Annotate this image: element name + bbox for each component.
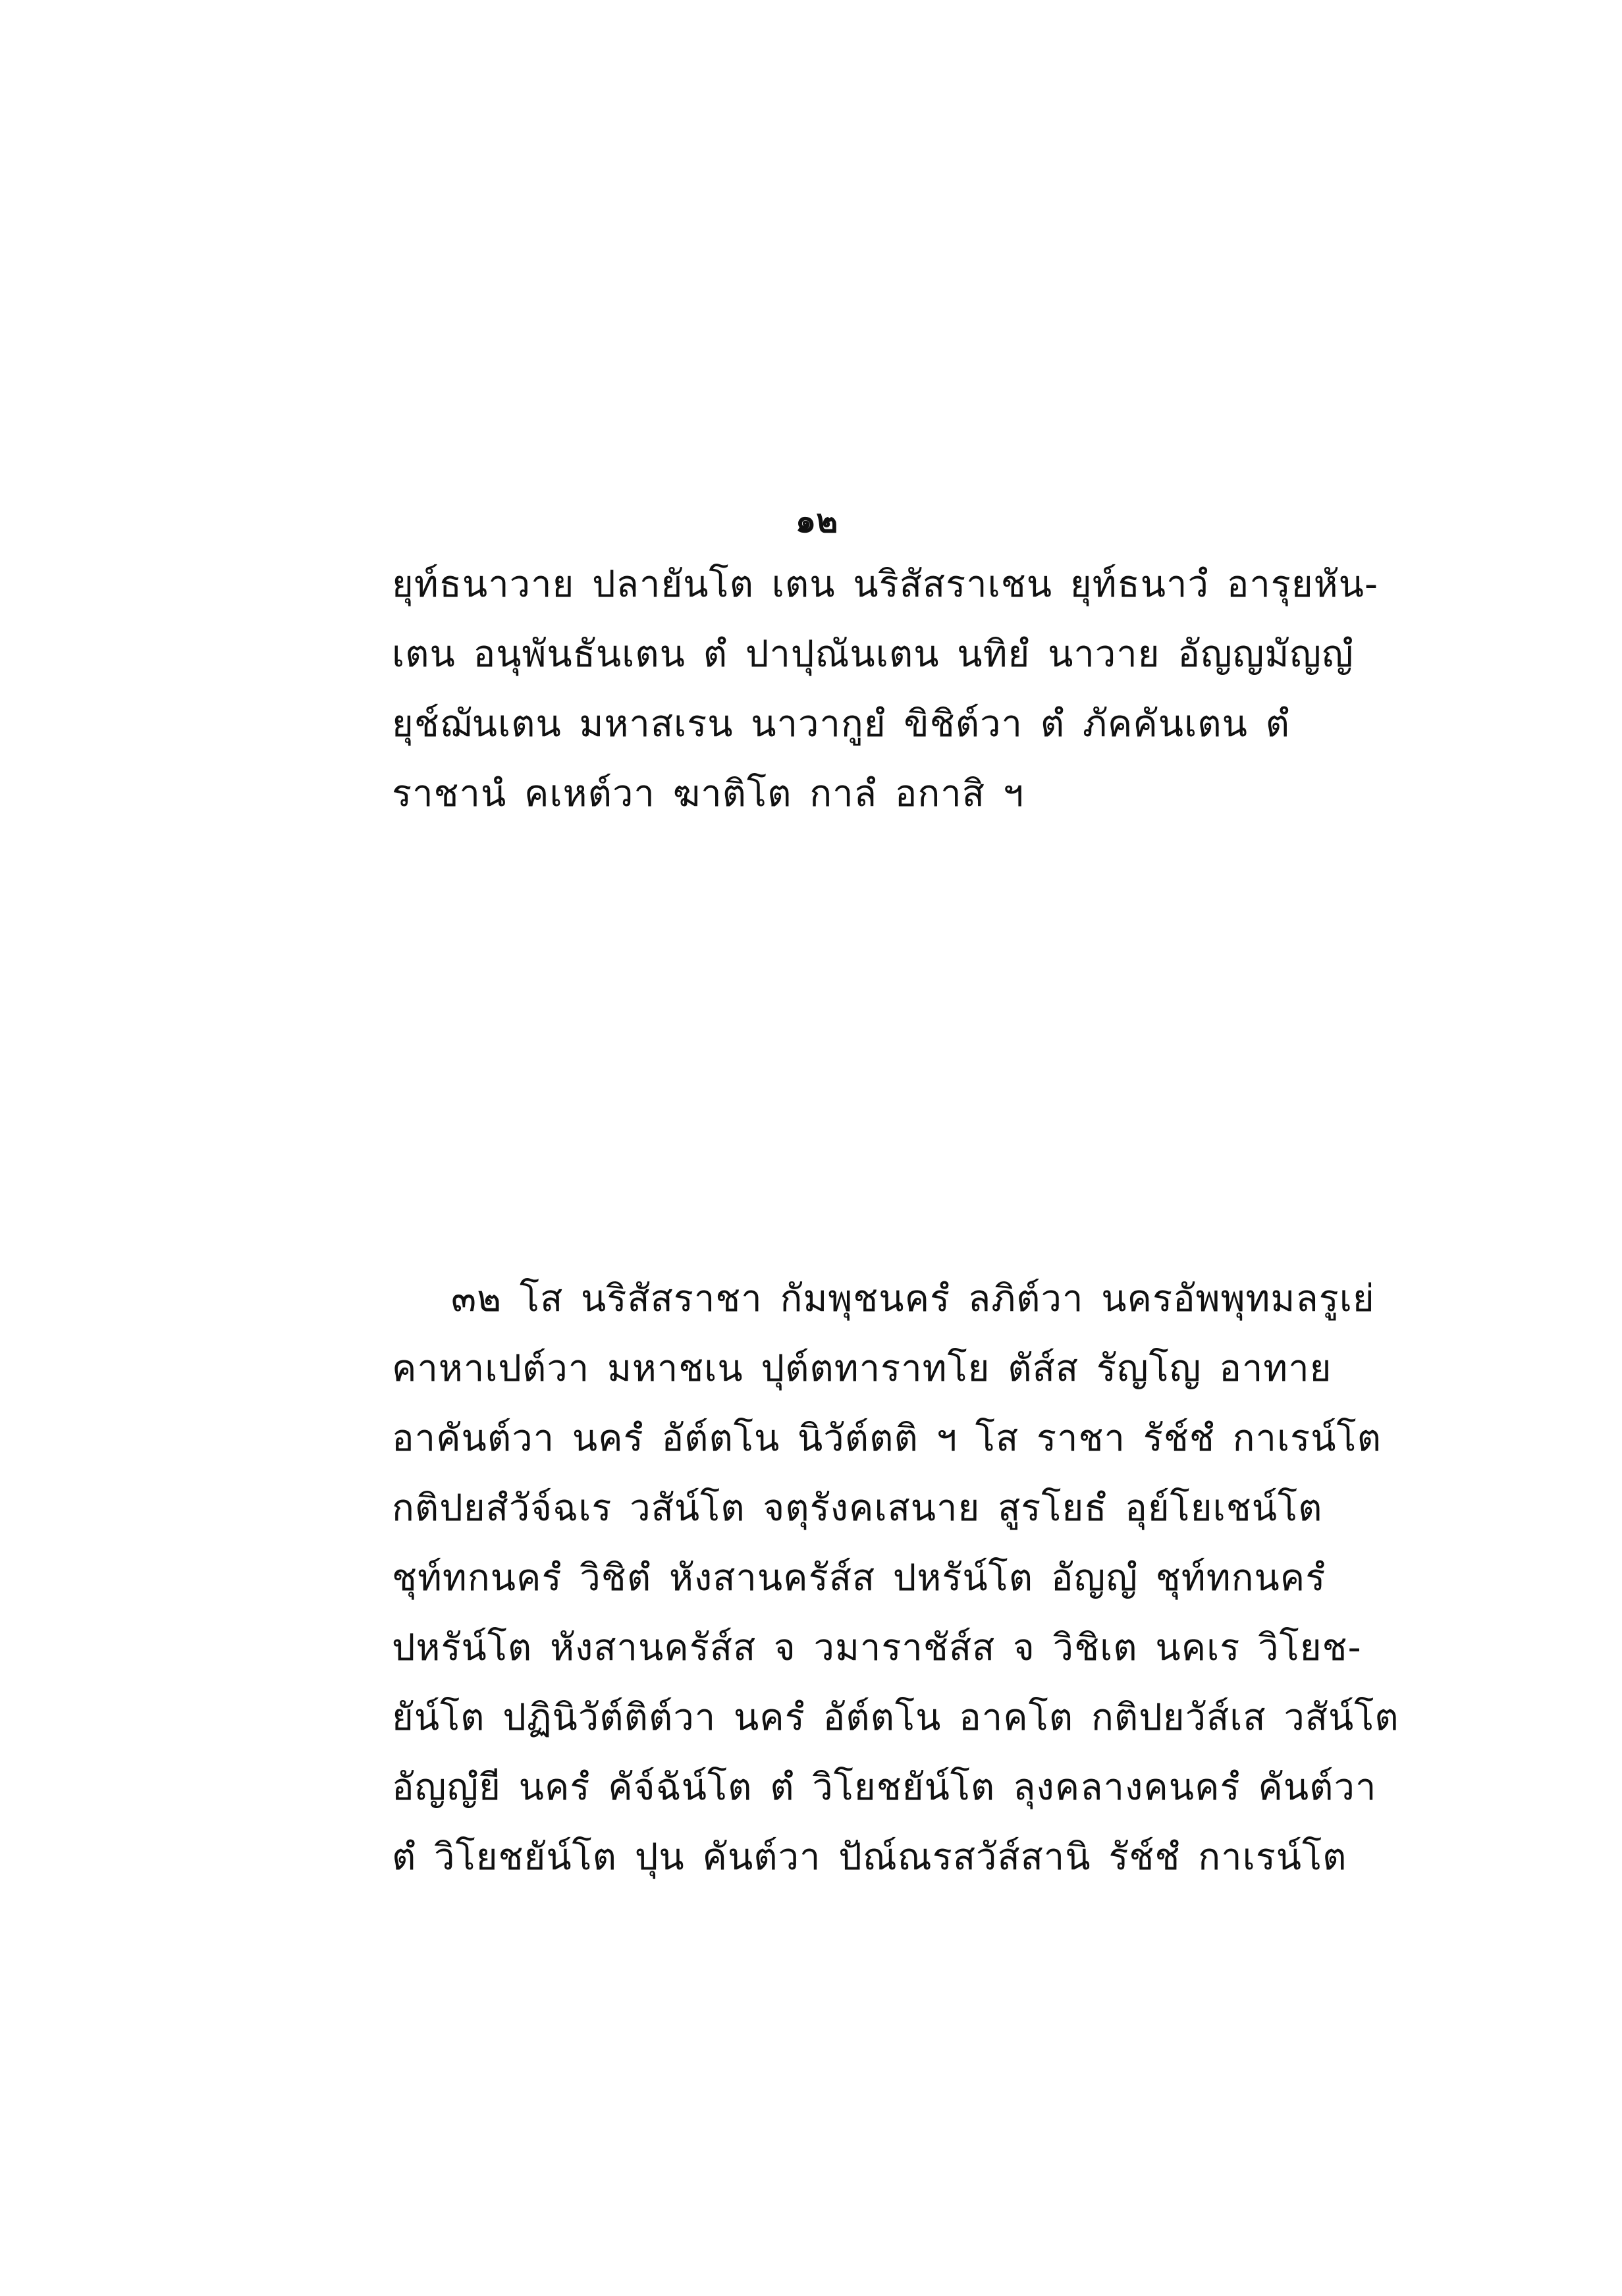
text-line: ยัน์โต ปฏินิวัต์ติต์วา นครํ อัต์ตโน อาคโต กติปยวัส์เส วสัน์โต xyxy=(392,1696,1399,1739)
text-line: อาคันต์วา นครํ อัต์ตโน นิวัต์ตติ ฯ โส ราชา รัช์ชํ กาเรน์โต xyxy=(392,1417,1382,1460)
text-line: ยุท์ธนาวาย ปลายันโต เตน นริสัสราเชน ยุท์ธนาวํ อารุยหัน- xyxy=(392,563,1379,606)
text-line: ตํ วิโยชยัน์โต ปุน คันต์วา ปัณ์ณรสวัส์สานิ รัช์ชํ กาเรน์โต xyxy=(392,1836,1347,1879)
text-line: ยุช์ฌันเตน มหาสเรน นาวากูยํ ขิชิต์วา ตํ ภัคคันเตน ตํ xyxy=(392,703,1291,745)
text-line: อัญญํยี นครํ คัจ์ฉัน์โต ตํ วิโยชยัน์โต ลุงคลางคนครํ คันต์วา xyxy=(392,1766,1377,1809)
text-line: กติปยสํวัจ์ฉเร วสัน์โต จตุรังคเสนาย สูรโยธํ อุย์โยเชน์โต xyxy=(392,1487,1323,1530)
text-line: คาหาเปต์วา มหาชเน ปุต์ตทาราทโย ตัส์ส รัญโญ อาทาย xyxy=(392,1347,1332,1390)
text-line: ชุท์ทกนครํ วิชิตํ หังสานครัส์ส ปหรัน์โต อัญญํ ชุท์ทกนครํ xyxy=(392,1557,1326,1599)
text-line: ๓๒ โส นริสัสราชา กัมพุชนครํ ลภิต์วา นครอัพพุทมลรูเย่ xyxy=(451,1277,1375,1320)
text-line: เตน อนุพันธันเตน ตํ ปาปุณันเตน นทิยํ นาวาย อัญญมัญญํ xyxy=(392,633,1354,676)
text-line: ราชานํ คเหต์วา ฆาติโต กาลํ อกาสิ ฯ xyxy=(392,772,1025,815)
text-line: ปหรัน์โต หังสานครัส์ส จ วมาราชัส์ส จ วิชิเต นคเร วิโยช- xyxy=(392,1626,1362,1669)
page-number: ๑๒ xyxy=(795,502,838,540)
